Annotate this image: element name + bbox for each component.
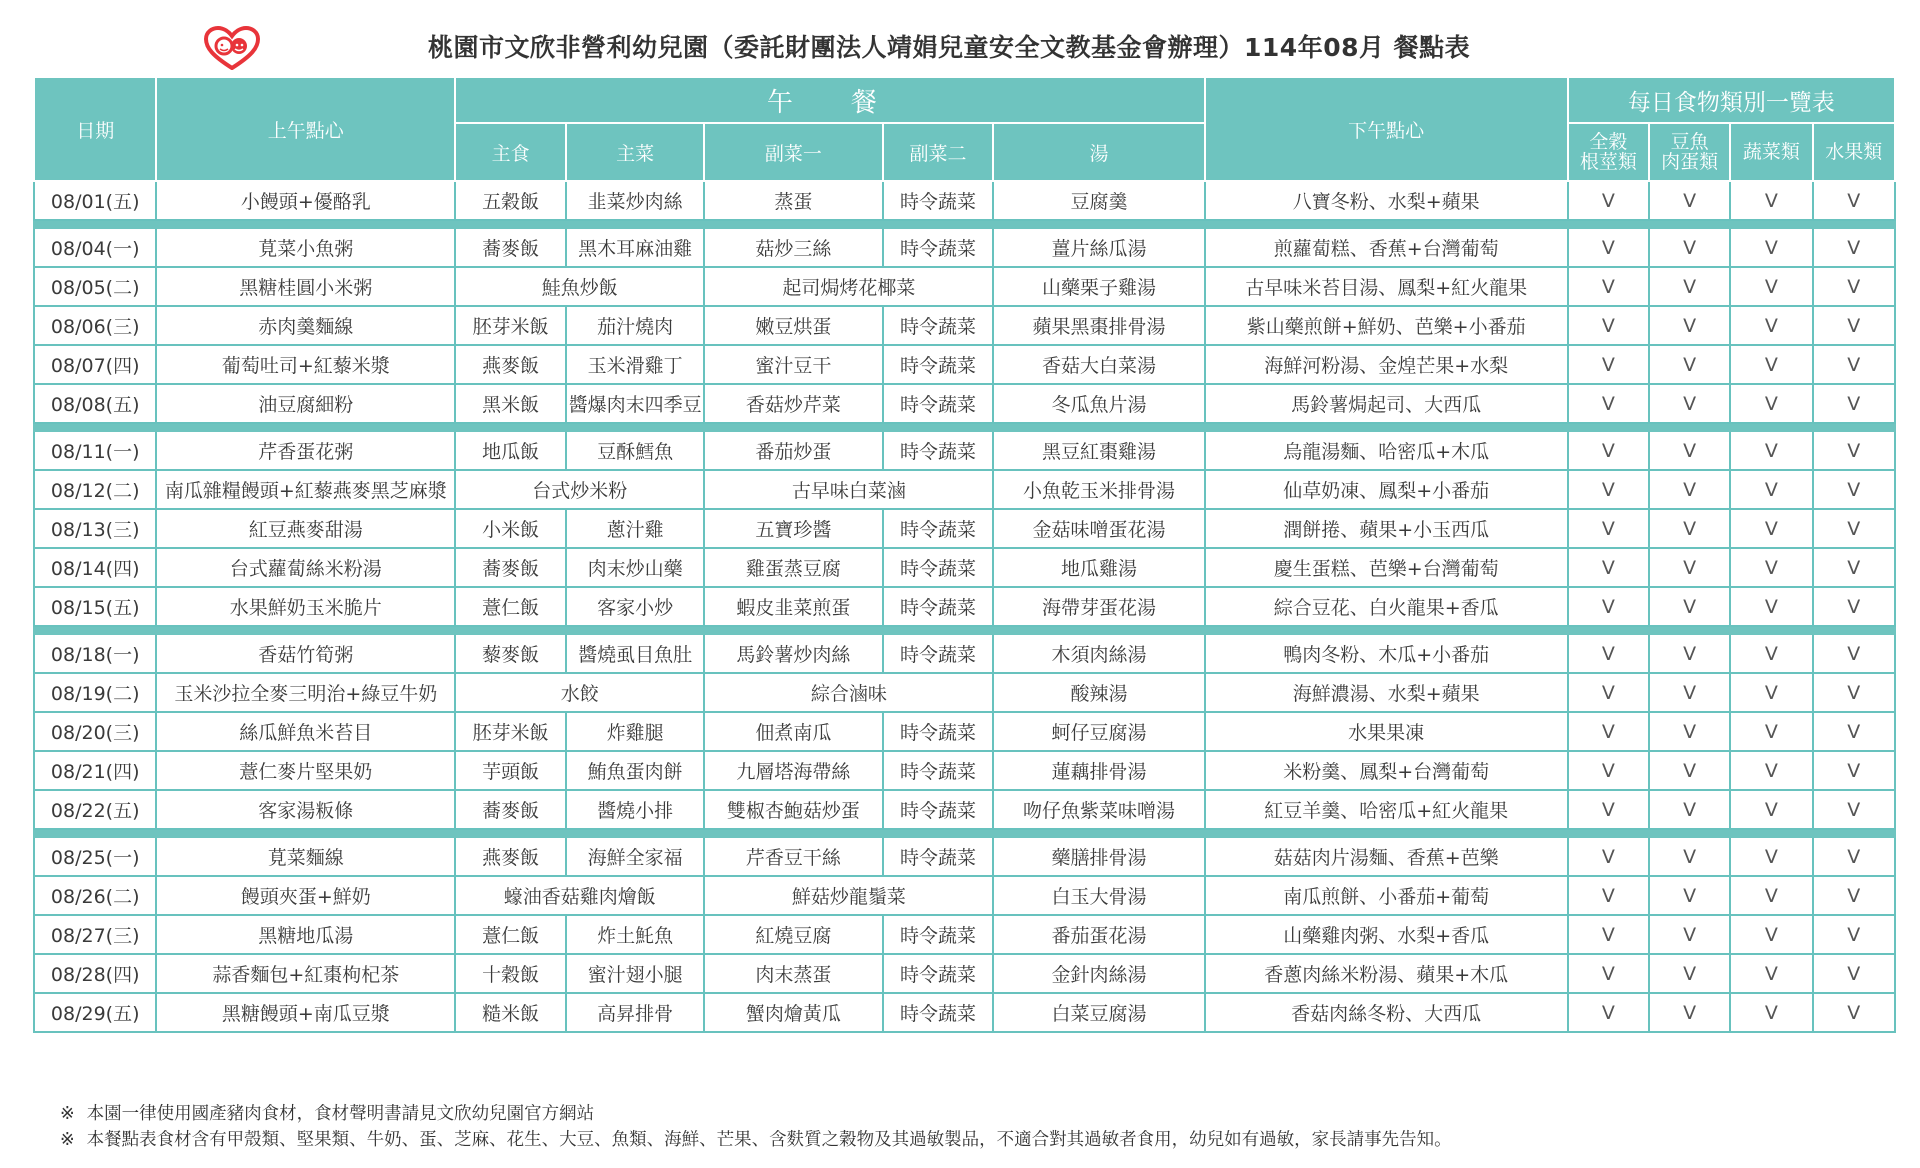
side1-cell: 蝦皮韭菜煎蛋 [704, 587, 882, 626]
morning-snack-cell: 赤肉羹麵線 [156, 306, 455, 345]
vegetables-check-cell: V [1730, 306, 1812, 345]
date-cell: 08/28(四) [34, 954, 156, 993]
main-dish-cell: 肉末炒山藥 [566, 548, 704, 587]
meal-table-body [34, 181, 1895, 1032]
morning-snack-cell: 芹香蛋花粥 [156, 431, 455, 470]
staple-cell: 胚芽米飯 [455, 306, 566, 345]
table-row [34, 587, 1895, 626]
protein-check-cell: V [1649, 915, 1730, 954]
staple-cell: 薏仁飯 [455, 915, 566, 954]
protein-check-cell: V [1649, 431, 1730, 470]
fruits-check-cell: V [1813, 548, 1895, 587]
main-dish-cell: 蜜汁翅小腿 [566, 954, 704, 993]
grains-check-cell: V [1568, 751, 1649, 790]
vegetables-check-cell: V [1730, 345, 1812, 384]
side2-cell: 時令蔬菜 [883, 587, 994, 626]
afternoon-snack-cell: 海鮮濃湯、水梨+蘋果 [1205, 673, 1568, 712]
vegetables-check-cell: V [1730, 954, 1812, 993]
side2-cell: 時令蔬菜 [883, 509, 994, 548]
vegetables-check-cell: V [1730, 384, 1812, 423]
footnotes [60, 1101, 1452, 1153]
date-cell: 08/01(五) [34, 181, 156, 220]
vegetables-check-cell: V [1730, 712, 1812, 751]
afternoon-snack-cell: 潤餅捲、蘋果+小玉西瓜 [1205, 509, 1568, 548]
table-row [34, 548, 1895, 587]
protein-check-cell: V [1649, 470, 1730, 509]
side1-cell: 蟹肉燴黃瓜 [704, 993, 882, 1032]
soup-cell: 薑片絲瓜湯 [993, 228, 1204, 267]
grains-check-cell: V [1568, 306, 1649, 345]
main-dish-cell: 高昇排骨 [566, 993, 704, 1032]
table-row [34, 915, 1895, 954]
soup-cell: 酸辣湯 [993, 673, 1204, 712]
morning-snack-cell: 黑糖饅頭+南瓜豆漿 [156, 993, 455, 1032]
week-separator [34, 220, 1895, 228]
protein-check-cell: V [1649, 751, 1730, 790]
protein-check-cell: V [1649, 509, 1730, 548]
grains-check-cell: V [1568, 345, 1649, 384]
table-row [34, 470, 1895, 509]
morning-snack-cell: 葡萄吐司+紅藜米漿 [156, 345, 455, 384]
afternoon-snack-cell: 海鮮河粉湯、金煌芒果+水梨 [1205, 345, 1568, 384]
fruits-check-cell: V [1813, 790, 1895, 829]
morning-snack-cell: 小饅頭+優酪乳 [156, 181, 455, 220]
table-row [34, 509, 1895, 548]
afternoon-snack-cell: 古早味米苔目湯、鳳梨+紅火龍果 [1205, 267, 1568, 306]
staple-cell: 芋頭飯 [455, 751, 566, 790]
lunch-combo-main-cell: 水餃 [455, 673, 704, 712]
date-cell: 08/27(三) [34, 915, 156, 954]
side1-cell: 雞蛋蒸豆腐 [704, 548, 882, 587]
side2-cell: 時令蔬菜 [883, 712, 994, 751]
table-row [34, 673, 1895, 712]
grains-check-cell: V [1568, 509, 1649, 548]
date-cell: 08/19(二) [34, 673, 156, 712]
table-row [34, 876, 1895, 915]
afternoon-snack-cell: 香蔥肉絲米粉湯、蘋果+木瓜 [1205, 954, 1568, 993]
heart-faces-logo-icon [203, 26, 261, 70]
staple-cell: 蕎麥飯 [455, 548, 566, 587]
morning-snack-cell: 莧菜麵線 [156, 837, 455, 876]
soup-cell: 金菇味噌蛋花湯 [993, 509, 1204, 548]
fruits-check-cell: V [1813, 993, 1895, 1032]
staple-cell: 蕎麥飯 [455, 228, 566, 267]
vegetables-check-cell: V [1730, 915, 1812, 954]
table-row [34, 712, 1895, 751]
table-row [34, 954, 1895, 993]
main-dish-cell: 蔥汁雞 [566, 509, 704, 548]
protein-check-cell: V [1649, 673, 1730, 712]
staple-cell: 小米飯 [455, 509, 566, 548]
morning-snack-cell: 香菇竹筍粥 [156, 634, 455, 673]
afternoon-snack-cell: 紫山藥煎餅+鮮奶、芭樂+小番茄 [1205, 306, 1568, 345]
protein-check-cell: V [1649, 954, 1730, 993]
main-dish-cell: 炸雞腿 [566, 712, 704, 751]
morning-snack-cell: 蒜香麵包+紅棗枸杞茶 [156, 954, 455, 993]
afternoon-snack-cell: 香菇肉絲冬粉、大西瓜 [1205, 993, 1568, 1032]
soup-cell: 地瓜雞湯 [993, 548, 1204, 587]
title-bar [0, 22, 1920, 72]
side2-cell: 時令蔬菜 [883, 431, 994, 470]
date-cell: 08/14(四) [34, 548, 156, 587]
side1-cell: 九層塔海帶絲 [704, 751, 882, 790]
staple-cell: 十穀飯 [455, 954, 566, 993]
side2-cell: 時令蔬菜 [883, 181, 994, 220]
header-side1: 副菜一 [704, 123, 882, 181]
grains-check-cell: V [1568, 993, 1649, 1032]
date-cell: 08/04(一) [34, 228, 156, 267]
grains-check-cell: V [1568, 837, 1649, 876]
afternoon-snack-cell: 山藥雞肉粥、水梨+香瓜 [1205, 915, 1568, 954]
soup-cell: 海帶芽蛋花湯 [993, 587, 1204, 626]
lunch-combo-side-cell: 起司焗烤花椰菜 [704, 267, 993, 306]
side1-cell: 佃煮南瓜 [704, 712, 882, 751]
afternoon-snack-cell: 鴨肉冬粉、木瓜+小番茄 [1205, 634, 1568, 673]
footnote-1: ※ 本園一律使用國產豬肉食材，食材聲明書請見文欣幼兒園官方網站 [60, 1104, 595, 1124]
header-vegetables: 蔬菜類 [1730, 123, 1812, 181]
grains-check-cell: V [1568, 548, 1649, 587]
protein-check-cell: V [1649, 384, 1730, 423]
date-cell: 08/25(一) [34, 837, 156, 876]
soup-cell: 白菜豆腐湯 [993, 993, 1204, 1032]
afternoon-snack-cell: 紅豆羊羹、哈密瓜+紅火龍果 [1205, 790, 1568, 829]
header-afternoon-snack: 下午點心 [1205, 77, 1568, 181]
soup-cell: 蓮藕排骨湯 [993, 751, 1204, 790]
side1-cell: 馬鈴薯炒肉絲 [704, 634, 882, 673]
staple-cell: 燕麥飯 [455, 837, 566, 876]
side2-cell: 時令蔬菜 [883, 306, 994, 345]
protein-check-cell: V [1649, 306, 1730, 345]
vegetables-check-cell: V [1730, 790, 1812, 829]
afternoon-snack-cell: 烏龍湯麵、哈密瓜+木瓜 [1205, 431, 1568, 470]
protein-check-cell: V [1649, 712, 1730, 751]
afternoon-snack-cell: 仙草奶凍、鳳梨+小番茄 [1205, 470, 1568, 509]
vegetables-check-cell: V [1730, 876, 1812, 915]
soup-cell: 吻仔魚紫菜味噌湯 [993, 790, 1204, 829]
afternoon-snack-cell: 煎蘿蔔糕、香蕉+台灣葡萄 [1205, 228, 1568, 267]
soup-cell: 蘋果黑棗排骨湯 [993, 306, 1204, 345]
main-dish-cell: 客家小炒 [566, 587, 704, 626]
morning-snack-cell: 油豆腐細粉 [156, 384, 455, 423]
soup-cell: 金針肉絲湯 [993, 954, 1204, 993]
table-row [34, 751, 1895, 790]
side2-cell: 時令蔬菜 [883, 954, 994, 993]
grains-check-cell: V [1568, 587, 1649, 626]
date-cell: 08/13(三) [34, 509, 156, 548]
soup-cell: 白玉大骨湯 [993, 876, 1204, 915]
protein-check-cell: V [1649, 345, 1730, 384]
soup-cell: 山藥栗子雞湯 [993, 267, 1204, 306]
main-dish-cell: 豆酥鱈魚 [566, 431, 704, 470]
side1-cell: 雙椒杏鮑菇炒蛋 [704, 790, 882, 829]
side1-cell: 菇炒三絲 [704, 228, 882, 267]
fruits-check-cell: V [1813, 634, 1895, 673]
soup-cell: 香菇大白菜湯 [993, 345, 1204, 384]
morning-snack-cell: 莧菜小魚粥 [156, 228, 455, 267]
soup-cell: 木須肉絲湯 [993, 634, 1204, 673]
morning-snack-cell: 台式蘿蔔絲米粉湯 [156, 548, 455, 587]
main-dish-cell: 韭菜炒肉絲 [566, 181, 704, 220]
main-dish-cell: 醬燒虱目魚肚 [566, 634, 704, 673]
morning-snack-cell: 客家湯粄條 [156, 790, 455, 829]
vegetables-check-cell: V [1730, 181, 1812, 220]
date-cell: 08/05(二) [34, 267, 156, 306]
main-dish-cell: 炸土魠魚 [566, 915, 704, 954]
morning-snack-cell: 水果鮮奶玉米脆片 [156, 587, 455, 626]
table-row [34, 267, 1895, 306]
week-separator [34, 829, 1895, 837]
week-separator [34, 626, 1895, 634]
table-row [34, 993, 1895, 1032]
fruits-check-cell: V [1813, 751, 1895, 790]
side1-cell: 蒸蛋 [704, 181, 882, 220]
protein-check-cell: V [1649, 267, 1730, 306]
afternoon-snack-cell: 水果果凍 [1205, 712, 1568, 751]
side2-cell: 時令蔬菜 [883, 790, 994, 829]
date-cell: 08/06(三) [34, 306, 156, 345]
grains-check-cell: V [1568, 790, 1649, 829]
side1-cell: 香菇炒芹菜 [704, 384, 882, 423]
header-grains: 全穀 根莖類 [1568, 123, 1649, 181]
grains-check-cell: V [1568, 712, 1649, 751]
morning-snack-cell: 黑糖地瓜湯 [156, 915, 455, 954]
staple-cell: 蕎麥飯 [455, 790, 566, 829]
soup-cell: 蚵仔豆腐湯 [993, 712, 1204, 751]
main-dish-cell: 海鮮全家福 [566, 837, 704, 876]
table-row [34, 181, 1895, 220]
date-cell: 08/12(二) [34, 470, 156, 509]
vegetables-check-cell: V [1730, 548, 1812, 587]
date-cell: 08/08(五) [34, 384, 156, 423]
morning-snack-cell: 薏仁麥片堅果奶 [156, 751, 455, 790]
header-soup: 湯 [993, 123, 1204, 181]
table-row [34, 634, 1895, 673]
morning-snack-cell: 饅頭夾蛋+鮮奶 [156, 876, 455, 915]
soup-cell: 黑豆紅棗雞湯 [993, 431, 1204, 470]
lunch-combo-side-cell: 綜合滷味 [704, 673, 993, 712]
footnote-2: ※ 本餐點表食材含有甲殼類、堅果類、牛奶、蛋、芝麻、花生、大豆、魚類、海鮮、芒果、含麩質之穀物及其過敏製品，不適合對其過敏者食用，幼兒如有過敏，家長請事先告知。 [60, 1130, 1452, 1150]
fruits-check-cell: V [1813, 837, 1895, 876]
vegetables-check-cell: V [1730, 751, 1812, 790]
date-cell: 08/11(一) [34, 431, 156, 470]
protein-check-cell: V [1649, 876, 1730, 915]
side2-cell: 時令蔬菜 [883, 993, 994, 1032]
fruits-check-cell: V [1813, 306, 1895, 345]
afternoon-snack-cell: 慶生蛋糕、芭樂+台灣葡萄 [1205, 548, 1568, 587]
fruits-check-cell: V [1813, 954, 1895, 993]
main-dish-cell: 黑木耳麻油雞 [566, 228, 704, 267]
afternoon-snack-cell: 綜合豆花、白火龍果+香瓜 [1205, 587, 1568, 626]
side1-cell: 番茄炒蛋 [704, 431, 882, 470]
side1-cell: 嫩豆烘蛋 [704, 306, 882, 345]
soup-cell: 冬瓜魚片湯 [993, 384, 1204, 423]
vegetables-check-cell: V [1730, 587, 1812, 626]
side2-cell: 時令蔬菜 [883, 384, 994, 423]
fruits-check-cell: V [1813, 470, 1895, 509]
soup-cell: 豆腐羹 [993, 181, 1204, 220]
side1-cell: 五寶珍醬 [704, 509, 882, 548]
page-title: 桃園市文欣非營利幼兒園（委託財團法人靖娟兒童安全文教基金會辦理）114年08月 餐點表 [428, 33, 1471, 62]
protein-check-cell: V [1649, 548, 1730, 587]
protein-check-cell: V [1649, 837, 1730, 876]
main-dish-cell: 玉米滑雞丁 [566, 345, 704, 384]
side2-cell: 時令蔬菜 [883, 634, 994, 673]
side2-cell: 時令蔬菜 [883, 548, 994, 587]
lunch-combo-side-cell: 古早味白菜滷 [704, 470, 993, 509]
protein-check-cell: V [1649, 634, 1730, 673]
date-cell: 08/21(四) [34, 751, 156, 790]
date-cell: 08/29(五) [34, 993, 156, 1032]
afternoon-snack-cell: 菇菇肉片湯麵、香蕉+芭樂 [1205, 837, 1568, 876]
vegetables-check-cell: V [1730, 993, 1812, 1032]
header-lunch: 午 餐 [455, 77, 1204, 123]
fruits-check-cell: V [1813, 712, 1895, 751]
header-side2: 副菜二 [883, 123, 994, 181]
staple-cell: 黑米飯 [455, 384, 566, 423]
date-cell: 08/15(五) [34, 587, 156, 626]
protein-check-cell: V [1649, 587, 1730, 626]
lunch-combo-side-cell: 鮮菇炒龍鬚菜 [704, 876, 993, 915]
side2-cell: 時令蔬菜 [883, 228, 994, 267]
table-row [34, 345, 1895, 384]
vegetables-check-cell: V [1730, 228, 1812, 267]
side1-cell: 蜜汁豆干 [704, 345, 882, 384]
table-row [34, 306, 1895, 345]
morning-snack-cell: 紅豆燕麥甜湯 [156, 509, 455, 548]
grains-check-cell: V [1568, 181, 1649, 220]
vegetables-check-cell: V [1730, 509, 1812, 548]
soup-cell: 藥膳排骨湯 [993, 837, 1204, 876]
vegetables-check-cell: V [1730, 837, 1812, 876]
side2-cell: 時令蔬菜 [883, 345, 994, 384]
header-food-types: 每日食物類別一覽表 [1568, 77, 1895, 123]
vegetables-check-cell: V [1730, 431, 1812, 470]
lunch-combo-main-cell: 鮭魚炒飯 [455, 267, 704, 306]
protein-check-cell: V [1649, 228, 1730, 267]
grains-check-cell: V [1568, 470, 1649, 509]
main-dish-cell: 茄汁燒肉 [566, 306, 704, 345]
grains-check-cell: V [1568, 673, 1649, 712]
fruits-check-cell: V [1813, 181, 1895, 220]
fruits-check-cell: V [1813, 915, 1895, 954]
grains-check-cell: V [1568, 915, 1649, 954]
soup-cell: 番茄蛋花湯 [993, 915, 1204, 954]
grains-check-cell: V [1568, 431, 1649, 470]
header-morning-snack: 上午點心 [156, 77, 455, 181]
soup-cell: 小魚乾玉米排骨湯 [993, 470, 1204, 509]
side2-cell: 時令蔬菜 [883, 751, 994, 790]
header-main-dish: 主菜 [566, 123, 704, 181]
grains-check-cell: V [1568, 954, 1649, 993]
fruits-check-cell: V [1813, 431, 1895, 470]
header-date: 日期 [34, 77, 156, 181]
fruits-check-cell: V [1813, 509, 1895, 548]
morning-snack-cell: 玉米沙拉全麥三明治+綠豆牛奶 [156, 673, 455, 712]
afternoon-snack-cell: 南瓜煎餅、小番茄+葡萄 [1205, 876, 1568, 915]
table-row [34, 431, 1895, 470]
grains-check-cell: V [1568, 876, 1649, 915]
morning-snack-cell: 南瓜雜糧饅頭+紅藜燕麥黑芝麻漿 [156, 470, 455, 509]
fruits-check-cell: V [1813, 384, 1895, 423]
main-dish-cell: 醬爆肉末四季豆 [566, 384, 704, 423]
morning-snack-cell: 絲瓜鮮魚米苔目 [156, 712, 455, 751]
date-cell: 08/18(一) [34, 634, 156, 673]
protein-check-cell: V [1649, 993, 1730, 1032]
grains-check-cell: V [1568, 228, 1649, 267]
afternoon-snack-cell: 馬鈴薯焗起司、大西瓜 [1205, 384, 1568, 423]
date-cell: 08/07(四) [34, 345, 156, 384]
staple-cell: 藜麥飯 [455, 634, 566, 673]
staple-cell: 胚芽米飯 [455, 712, 566, 751]
fruits-check-cell: V [1813, 267, 1895, 306]
protein-check-cell: V [1649, 181, 1730, 220]
vegetables-check-cell: V [1730, 634, 1812, 673]
table-row [34, 228, 1895, 267]
afternoon-snack-cell: 八寶冬粉、水梨+蘋果 [1205, 181, 1568, 220]
main-dish-cell: 鮪魚蛋肉餅 [566, 751, 704, 790]
protein-check-cell: V [1649, 790, 1730, 829]
table-row [34, 384, 1895, 423]
staple-cell: 燕麥飯 [455, 345, 566, 384]
date-cell: 08/20(三) [34, 712, 156, 751]
vegetables-check-cell: V [1730, 470, 1812, 509]
staple-cell: 地瓜飯 [455, 431, 566, 470]
fruits-check-cell: V [1813, 673, 1895, 712]
meal-table [33, 76, 1896, 1033]
grains-check-cell: V [1568, 384, 1649, 423]
grains-check-cell: V [1568, 267, 1649, 306]
staple-cell: 糙米飯 [455, 993, 566, 1032]
week-separator [34, 423, 1895, 431]
side2-cell: 時令蔬菜 [883, 837, 994, 876]
side1-cell: 肉末蒸蛋 [704, 954, 882, 993]
table-row [34, 837, 1895, 876]
morning-snack-cell: 黑糖桂圓小米粥 [156, 267, 455, 306]
afternoon-snack-cell: 米粉羹、鳳梨+台灣葡萄 [1205, 751, 1568, 790]
date-cell: 08/22(五) [34, 790, 156, 829]
staple-cell: 五穀飯 [455, 181, 566, 220]
header-protein: 豆魚 肉蛋類 [1649, 123, 1730, 181]
side1-cell: 紅燒豆腐 [704, 915, 882, 954]
fruits-check-cell: V [1813, 587, 1895, 626]
side1-cell: 芹香豆干絲 [704, 837, 882, 876]
date-cell: 08/26(二) [34, 876, 156, 915]
staple-cell: 薏仁飯 [455, 587, 566, 626]
main-dish-cell: 醬燒小排 [566, 790, 704, 829]
side2-cell: 時令蔬菜 [883, 915, 994, 954]
vegetables-check-cell: V [1730, 673, 1812, 712]
fruits-check-cell: V [1813, 345, 1895, 384]
fruits-check-cell: V [1813, 228, 1895, 267]
table-row [34, 790, 1895, 829]
lunch-combo-main-cell: 台式炒米粉 [455, 470, 704, 509]
grains-check-cell: V [1568, 634, 1649, 673]
vegetables-check-cell: V [1730, 267, 1812, 306]
header-fruits: 水果類 [1813, 123, 1895, 181]
lunch-combo-main-cell: 蠔油香菇雞肉燴飯 [455, 876, 704, 915]
header-staple: 主食 [455, 123, 566, 181]
fruits-check-cell: V [1813, 876, 1895, 915]
